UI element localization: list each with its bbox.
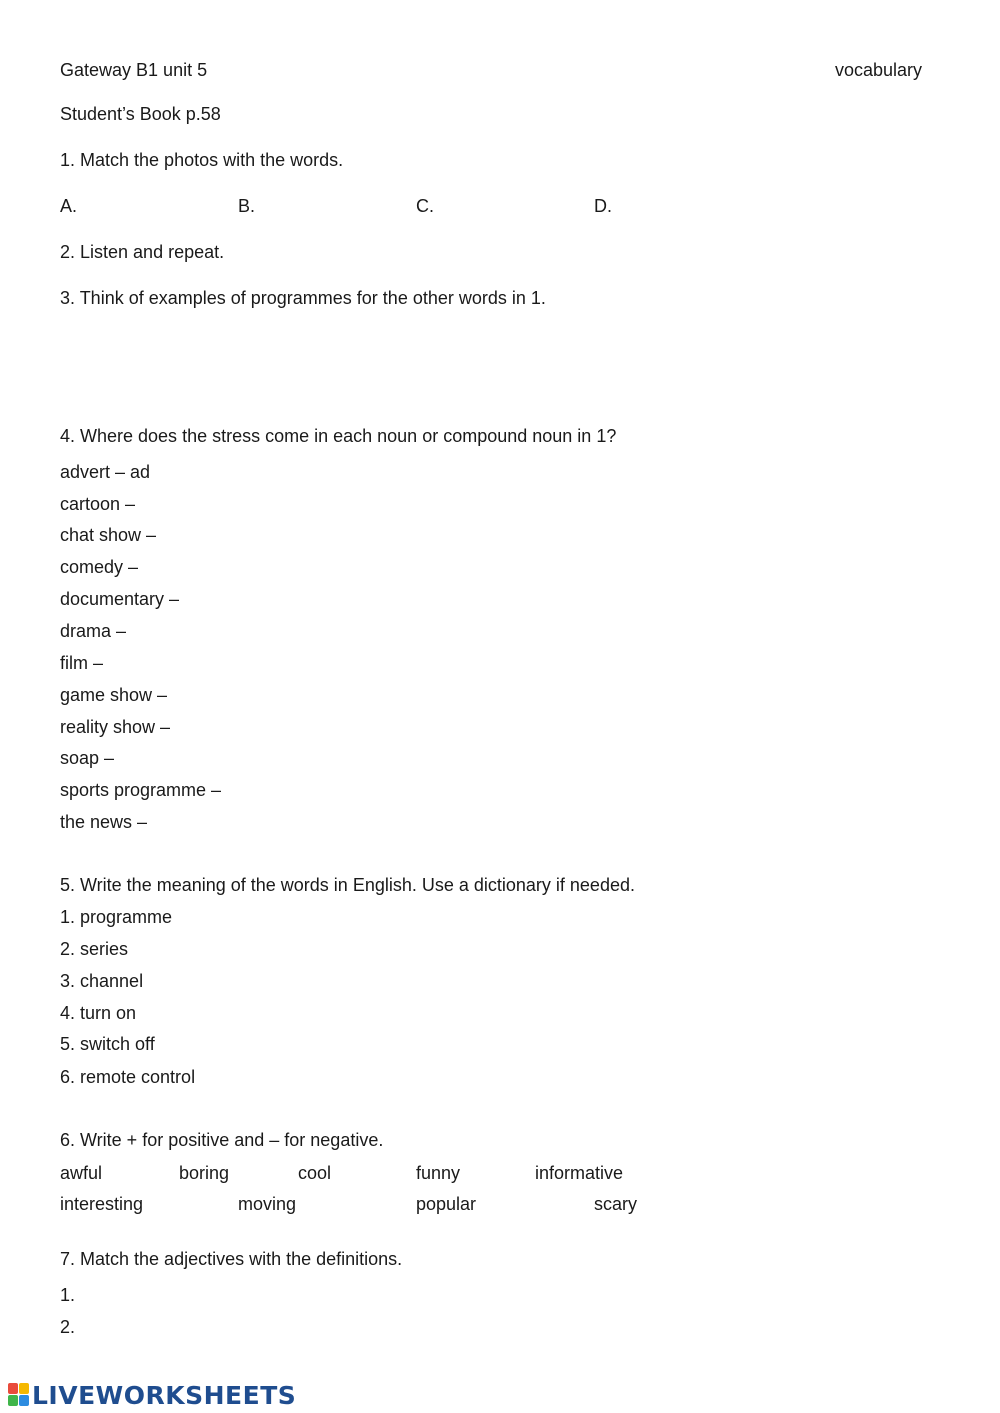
ex4-item: comedy – (60, 557, 139, 577)
ex5-item: 1. programme (60, 907, 173, 927)
liveworksheets-logo-text: LIVEWORKSHEETS (32, 1380, 297, 1410)
ex4-item: sports programme – (60, 780, 222, 800)
ex6-adjective: funny (416, 1163, 461, 1183)
ex5-item: 3. channel (60, 971, 144, 991)
ex4-item: advert – ad (60, 462, 151, 482)
ex1-photo-label-d: D. (594, 196, 612, 216)
ex1-photo-label-a: A. (60, 196, 78, 216)
liveworksheets-logo[interactable] (8, 1381, 296, 1409)
ex4-item: drama – (60, 621, 127, 641)
ex4-item: chat show – (60, 525, 157, 545)
ex4-item: cartoon – (60, 494, 136, 514)
book-reference: Student’s Book p.58 (60, 104, 221, 124)
ex6-adjective: cool (298, 1163, 332, 1183)
ex4-item: documentary – (60, 589, 180, 609)
ex7-instruction: 7. Match the adjectives with the definitions. (60, 1249, 403, 1269)
ex6-adjective: boring (179, 1163, 230, 1183)
ex6-instruction: 6. Write + for positive and – for negative. (60, 1130, 384, 1150)
ex6-adjective: informative (535, 1163, 624, 1183)
ex4-item: film – (60, 653, 104, 673)
ex4-item: soap – (60, 748, 115, 768)
ex4-instruction: 4. Where does the stress come in each noun or compound noun in 1? (60, 426, 617, 446)
ex5-instruction: 5. Write the meaning of the words in English. Use a dictionary if needed. (60, 875, 635, 895)
ex5-item: 4. turn on (60, 1003, 137, 1023)
ex4-item: reality show – (60, 717, 171, 737)
ex5-item: 6. remote control (60, 1067, 196, 1087)
ex6-adjective: awful (60, 1163, 103, 1183)
ex4-item: the news – (60, 812, 148, 832)
ex7-item: 2. (60, 1317, 76, 1337)
ex1-photo-label-c: C. (416, 196, 434, 216)
header-section-label: vocabulary (834, 60, 922, 80)
ex1-photo-label-b: B. (238, 196, 256, 216)
ex4-item: game show – (60, 685, 168, 705)
ex2-instruction: 2. Listen and repeat. (60, 242, 225, 262)
header-title: Gateway B1 unit 5 (60, 60, 208, 80)
ex1-instruction: 1. Match the photos with the words. (60, 150, 344, 170)
ex6-adjective: scary (594, 1194, 638, 1214)
ex5-item: 2. series (60, 939, 129, 959)
ex7-item: 1. (60, 1285, 76, 1305)
ex6-adjective: moving (238, 1194, 297, 1214)
ex6-adjective: interesting (60, 1194, 144, 1214)
liveworksheets-logo-icon (8, 1383, 30, 1407)
ex3-instruction: 3. Think of examples of programmes for the other words in 1. (60, 288, 546, 308)
ex5-item: 5. switch off (60, 1034, 155, 1054)
ex6-adjective: popular (416, 1194, 477, 1214)
